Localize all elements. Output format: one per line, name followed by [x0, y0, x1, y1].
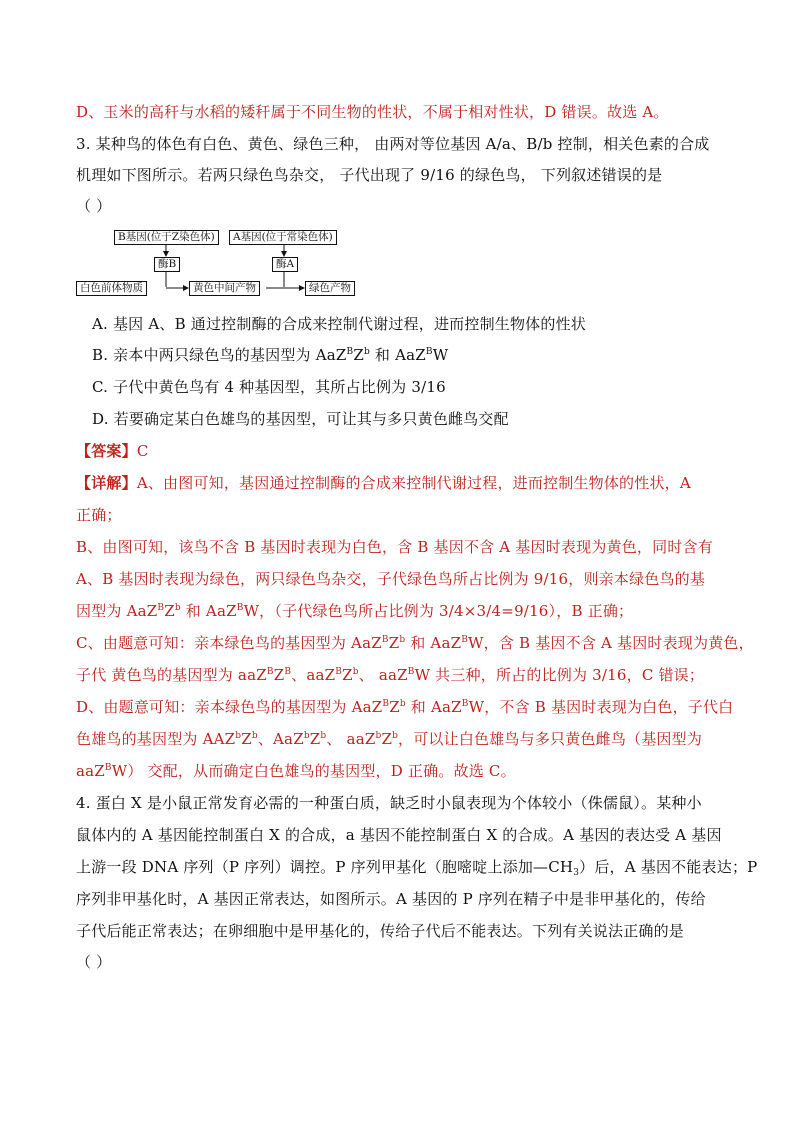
white-precursor-box: 白色前体物质: [76, 281, 147, 296]
option-b: B. 亲本中两只绿色鸟的基因型为 $AaZ^BZ^b$ 和 AaZ$^B$W: [92, 346, 449, 364]
answer-label: 【答案】: [76, 442, 137, 460]
question-4-blank: （ ）: [76, 953, 112, 971]
option-d: D. 若要确定某白色雄鸟的基因型，可让其与多只黄色雌鸟交配: [92, 410, 509, 428]
question-4-line: 序列非甲基化时，A 基因正常表达，如图所示。A 基因的 P 序列在精子中是非甲基化的，传给: [76, 890, 706, 908]
question-4-line: 鼠体内的 A 基因能控制蛋白 X 的合成，a 基因不能控制蛋白 X 的合成。A 基因的表达受 A 基因: [76, 826, 722, 844]
text-line: D、玉米的高秆与水稻的矮秆属于不同生物的性状，不属于相对性状，D 错误。故选 A。: [76, 103, 669, 121]
explanation-line: A、B 基因时表现为绿色，两只绿色鸟杂交，子代绿色鸟所占比例为 9/16，则亲本绿色鸟的基: [76, 570, 706, 588]
explanation-line: [76, 473, 691, 493]
explanation-line: D、由题意可知：亲本绿色鸟的基因型为 $AaZ^BZ^b$ 和 AaZ$^B$W，不含 B 基因时表现为白色，子代白: [76, 698, 734, 716]
question-4-line: 子代后能正常表达；在卵细胞中是甲基化的，传给子代后不能表达。下列有关说法正确的是: [76, 922, 685, 940]
explanation-line: B、由图可知，该鸟不含 B 基因时表现为白色，含 B 基因不含 A 基因时表现为黄色，同时含有: [76, 538, 713, 556]
enzyme-a-box: 酶A: [272, 257, 298, 272]
question-4-line: 上游一段 DNA 序列（P 序列）调控。P 序列甲基化（胞嘧啶上添加$—CH_3$）后，A 基因不能表达；P: [76, 858, 758, 878]
a-gene-box: A基因(位于常染色体): [229, 230, 337, 245]
green-product-box: 绿色产物: [305, 281, 355, 296]
question-4-line: 4. 蛋白 X 是小鼠正常发育必需的一种蛋白质，缺乏时小鼠表现为个体较小（侏儒鼠）。某种小: [76, 794, 702, 812]
explanation-line: 正确；: [76, 506, 122, 524]
question-4-text: 上游一段 DNA 序列（P 序列）调控。P 序列甲基化（胞嘧啶上添加—CH: [76, 858, 574, 876]
explanation-line: aaZ$^B$W） 交配，从而确定白色雄鸟的基因型，D 正确。故选 C。: [76, 762, 516, 780]
question-3-line: 机理如下图所示。若两只绿色鸟杂交， 子代出现了 9/16 的绿色鸟， 下列叙述错误的是: [76, 166, 663, 184]
option-a: A. 基因 A、B 通过控制酶的合成来控制代谢过程，进而控制生物体的性状: [92, 315, 586, 333]
answer-line: [76, 441, 149, 461]
explanation-line: 色雄鸟的基因型为 $AAZ^bZ^b$、$AaZ^bZ^b$、 $aaZ^bZ^b$，可以让白色雄鸟与多只黄色雌鸟（基因型为: [76, 730, 703, 748]
explanation-line: 因型为 $AaZ^BZ^b$ 和 AaZ$^B$W，（子代绿色鸟所占比例为 3/4×3/4=9/16），B 正确；: [76, 602, 634, 620]
question-3-line: 3. 某种鸟的体色有白色、黄色、绿色三种， 由两对等位基因 A/a、B/b 控制，相关色素的合成: [76, 135, 710, 153]
b-gene-box: B基因(位于Z染色体): [114, 230, 219, 245]
explanation-text: A、由图可知，基因通过控制酶的合成来控制代谢过程，进而控制生物体的性状，A: [136, 474, 691, 492]
option-c: C. 子代中黄色鸟有 4 种基因型，其所占比例为 3/16: [92, 378, 446, 396]
question-4-text: ）后，A 基因不能表达；P: [579, 858, 758, 876]
explanation-line: 子代 黄色鸟的基因型为 $aaZ^BZ^B$、$aaZ^BZ^b$、 aaZ$^B$W 共三种，所占的比例为 3/16，C 错误；: [76, 666, 705, 684]
yellow-intermediate-box: 黄色中间产物: [189, 281, 260, 296]
explanation-line: C、由题意可知：亲本绿色鸟的基因型为 $AaZ^BZ^b$ 和 AaZ$^B$W，含 B 基因不含 A 基因时表现为黄色，: [76, 634, 754, 652]
question-3-blank: （ ）: [76, 197, 112, 215]
enzyme-b-box: 酶B: [154, 257, 180, 272]
detail-label: 【详解】: [76, 474, 137, 492]
pigment-synthesis-diagram: [76, 226, 366, 302]
answer-value: C: [136, 442, 149, 460]
